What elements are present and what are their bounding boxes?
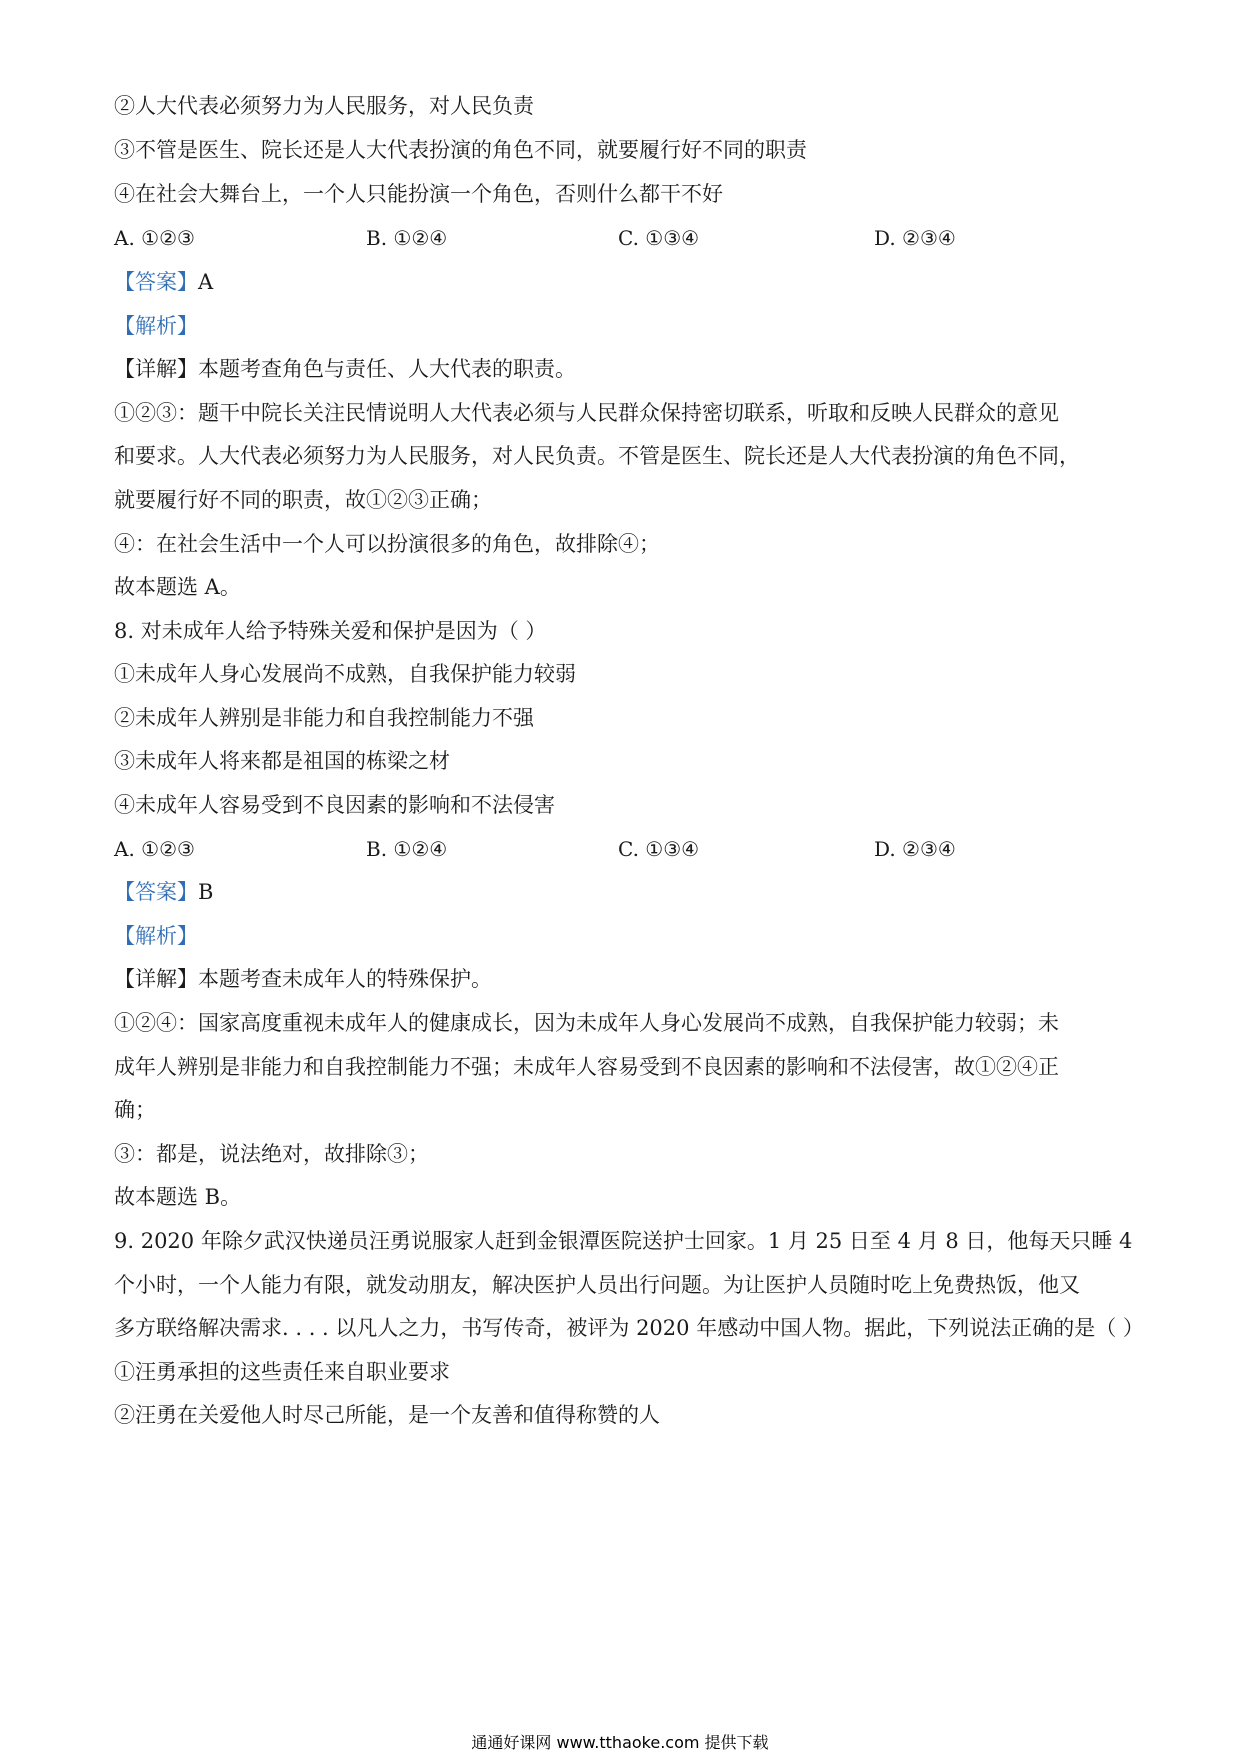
q7-item-4: ④在社会大舞台上，一个人只能扮演一个角色，否则什么都干不好 <box>114 182 723 206</box>
q8-detail-5: ③：都是，说法绝对，故排除③； <box>114 1142 429 1166</box>
q8-detail-4: 确； <box>114 1098 156 1122</box>
q8-item-3: ③未成年人将来都是祖国的栋梁之材 <box>114 749 450 773</box>
q7-option-c: C. ①③④ <box>618 226 700 250</box>
q8-detail-2: ①②④：国家高度重视未成年人的健康成长，因为未成年人身心发展尚不成熟，自我保护能力较弱；未 <box>114 1011 1059 1035</box>
q9-stem-3: 多方联络解决需求. . . . 以凡人之力，书写传奇，被评为 2020 年感动中国人物。据此，下列说法正确的是（ ） <box>114 1316 1144 1340</box>
q8-detail-3: 成年人辨别是非能力和自我控制能力不强；未成年人容易受到不良因素的影响和不法侵害，故①②④正 <box>114 1055 1059 1079</box>
answer-label: 【答案】 <box>114 880 198 904</box>
q8-option-a: A. ①②③ <box>114 837 195 861</box>
q8-item-1: ①未成年人身心发展尚不成熟，自我保护能力较弱 <box>114 662 576 686</box>
q7-item-2: ②人大代表必须努力为人民服务，对人民负责 <box>114 94 534 118</box>
q9-item-2: ②汪勇在关爱他人时尽己所能，是一个友善和值得称赞的人 <box>114 1403 660 1427</box>
q9-stem-2: 个小时，一个人能力有限，就发动朋友，解决医护人员出行问题。为让医护人员随时吃上免费热饭，他又 <box>114 1273 1080 1297</box>
answer-value: B <box>198 880 214 904</box>
q8-analysis-label: 【解析】 <box>114 924 198 948</box>
q7-analysis-label: 【解析】 <box>114 314 198 338</box>
q7-option-b: B. ①②④ <box>366 226 448 250</box>
q8-options <box>114 835 1144 863</box>
q7-detail-2: ①②③：题干中院长关注民情说明人大代表必须与人民群众保持密切联系，听取和反映人民群众的意见 <box>114 401 1059 425</box>
q7-detail-5: ④：在社会生活中一个人可以扮演很多的角色，故排除④； <box>114 532 660 556</box>
q8-option-c: C. ①③④ <box>618 837 700 861</box>
q9-item-1: ①汪勇承担的这些责任来自职业要求 <box>114 1360 450 1384</box>
q8-stem: 8. 对未成年人给予特殊关爱和保护是因为（ ） <box>114 619 547 643</box>
q7-answer <box>114 268 1144 296</box>
q7-detail-3: 和要求。人大代表必须努力为人民服务，对人民负责。不管是医生、院长还是人大代表扮演的角色不同， <box>114 444 1080 468</box>
q8-item-2: ②未成年人辨别是非能力和自我控制能力不强 <box>114 706 534 730</box>
q7-detail-6: 故本题选 A。 <box>114 575 241 599</box>
q8-option-d: D. ②③④ <box>874 837 956 861</box>
answer-label: 【答案】 <box>114 270 198 294</box>
q7-detail-1: 【详解】本题考查角色与责任、人大代表的职责。 <box>114 357 576 381</box>
page-footer: 通通好课网 www.tthaoke.com 提供下载 <box>471 1733 769 1752</box>
q8-answer <box>114 878 1144 906</box>
answer-value: A <box>198 270 214 294</box>
q7-detail-4: 就要履行好不同的职责，故①②③正确； <box>114 488 492 512</box>
q8-item-4: ④未成年人容易受到不良因素的影响和不法侵害 <box>114 793 555 817</box>
q8-option-b: B. ①②④ <box>366 837 448 861</box>
q7-options <box>114 224 1144 252</box>
q9-stem-1: 9. 2020 年除夕武汉快递员汪勇说服家人赶到金银潭医院送护士回家。1 月 25 日至 4 月 8 日，他每天只睡 4 <box>114 1229 1133 1253</box>
q7-option-a: A. ①②③ <box>114 226 195 250</box>
q8-detail-1: 【详解】本题考查未成年人的特殊保护。 <box>114 967 492 991</box>
q8-detail-6: 故本题选 B。 <box>114 1185 242 1209</box>
q7-item-3: ③不管是医生、院长还是人大代表扮演的角色不同，就要履行好不同的职责 <box>114 138 807 162</box>
q7-option-d: D. ②③④ <box>874 226 956 250</box>
